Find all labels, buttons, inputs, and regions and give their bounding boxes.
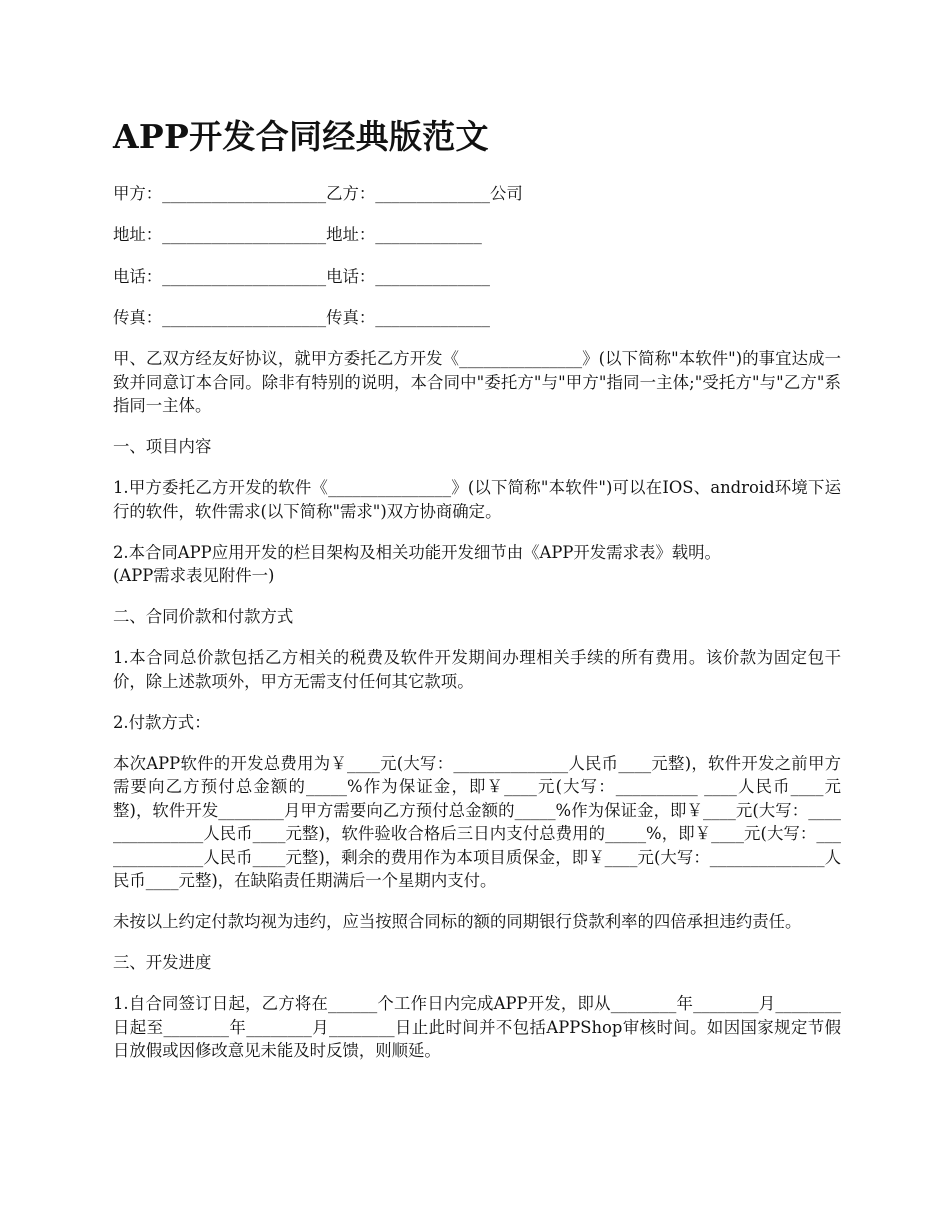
document-page <box>113 112 841 1080</box>
party-row-address: 地址：____________________地址：_____________ <box>113 225 482 245</box>
payment-details-paragraph: 本次APP软件的开发总费用为￥____元(大写：______________人民币____元整)，软件开发之前甲方需要向乙方预付总金额的_____%作为保证金，即￥____元(大写：__________ ____人民币____元整)，软件开发________月甲方需要向乙方预付总金额的_____%作为保证金，即￥____元(大写：_______________人民币____元整)，软件验收合格后三日内支付总费用的_____%，即￥____元(大写：______________人民币____元整)，剩余的费用作为本项目质保金，即￥____元(大写：______________人民币____元整)，在缺陷责任期满后一个星期内支付。 <box>113 753 841 891</box>
project-item-1: 1.甲方委托乙方开发的软件《_______________》(以下简称"本软件")可以在IOS、android环境下运行的软件，软件需求(以下简称"需求")双方协商确定。 <box>113 478 841 521</box>
project-item-2 <box>113 541 841 588</box>
section-heading-project: 一、项目内容 <box>113 437 212 457</box>
breach-paragraph: 未按以上约定付款均视为违约，应当按照合同标的额的同期银行贷款利率的四倍承担违约责任。 <box>113 912 802 932</box>
section-heading-payment: 二、合同价款和付款方式 <box>113 607 294 627</box>
project-item-2-line-1: 2.本合同APP应用开发的栏目架构及相关功能开发细节由《APP开发需求表》载明。 <box>113 542 721 562</box>
schedule-item-1: 1.自合同签订日起，乙方将在______个工作日内完成APP开发，即从________年________月________日起至________年________月________日止此时间并不包括APPShop审核时间。如因国家规定节假日放假或因修改意见未能及时反馈，则顺延。 <box>113 994 841 1061</box>
document-title: APP开发合同经典版范文 <box>113 117 489 156</box>
payment-item-2: 2.付款方式： <box>113 712 211 732</box>
payment-item-1: 1.本合同总价款包括乙方相关的税费及软件开发期间办理相关手续的所有费用。该价款为固定包干价，除上述款项外，甲方无需支付任何其它款项。 <box>113 648 841 691</box>
intro-paragraph: 甲、乙双方经友好协议，就甲方委托乙方开发《_______________》(以下简称"本软件")的事宜达成一致并同意订本合同。除非有特别的说明，本合同中"委托方"与"甲方"指同一主体;"受托方"与"乙方"系指同一主体。 <box>113 349 841 416</box>
party-row-fax: 传真：____________________传真：______________ <box>113 307 490 327</box>
section-heading-schedule: 三、开发进度 <box>113 953 212 973</box>
party-row-a: 甲方：____________________乙方：______________公司 <box>113 184 523 203</box>
project-item-2-line-2: (APP需求表见附件一) <box>113 566 275 586</box>
party-row-phone: 电话：____________________电话：______________ <box>113 266 490 286</box>
